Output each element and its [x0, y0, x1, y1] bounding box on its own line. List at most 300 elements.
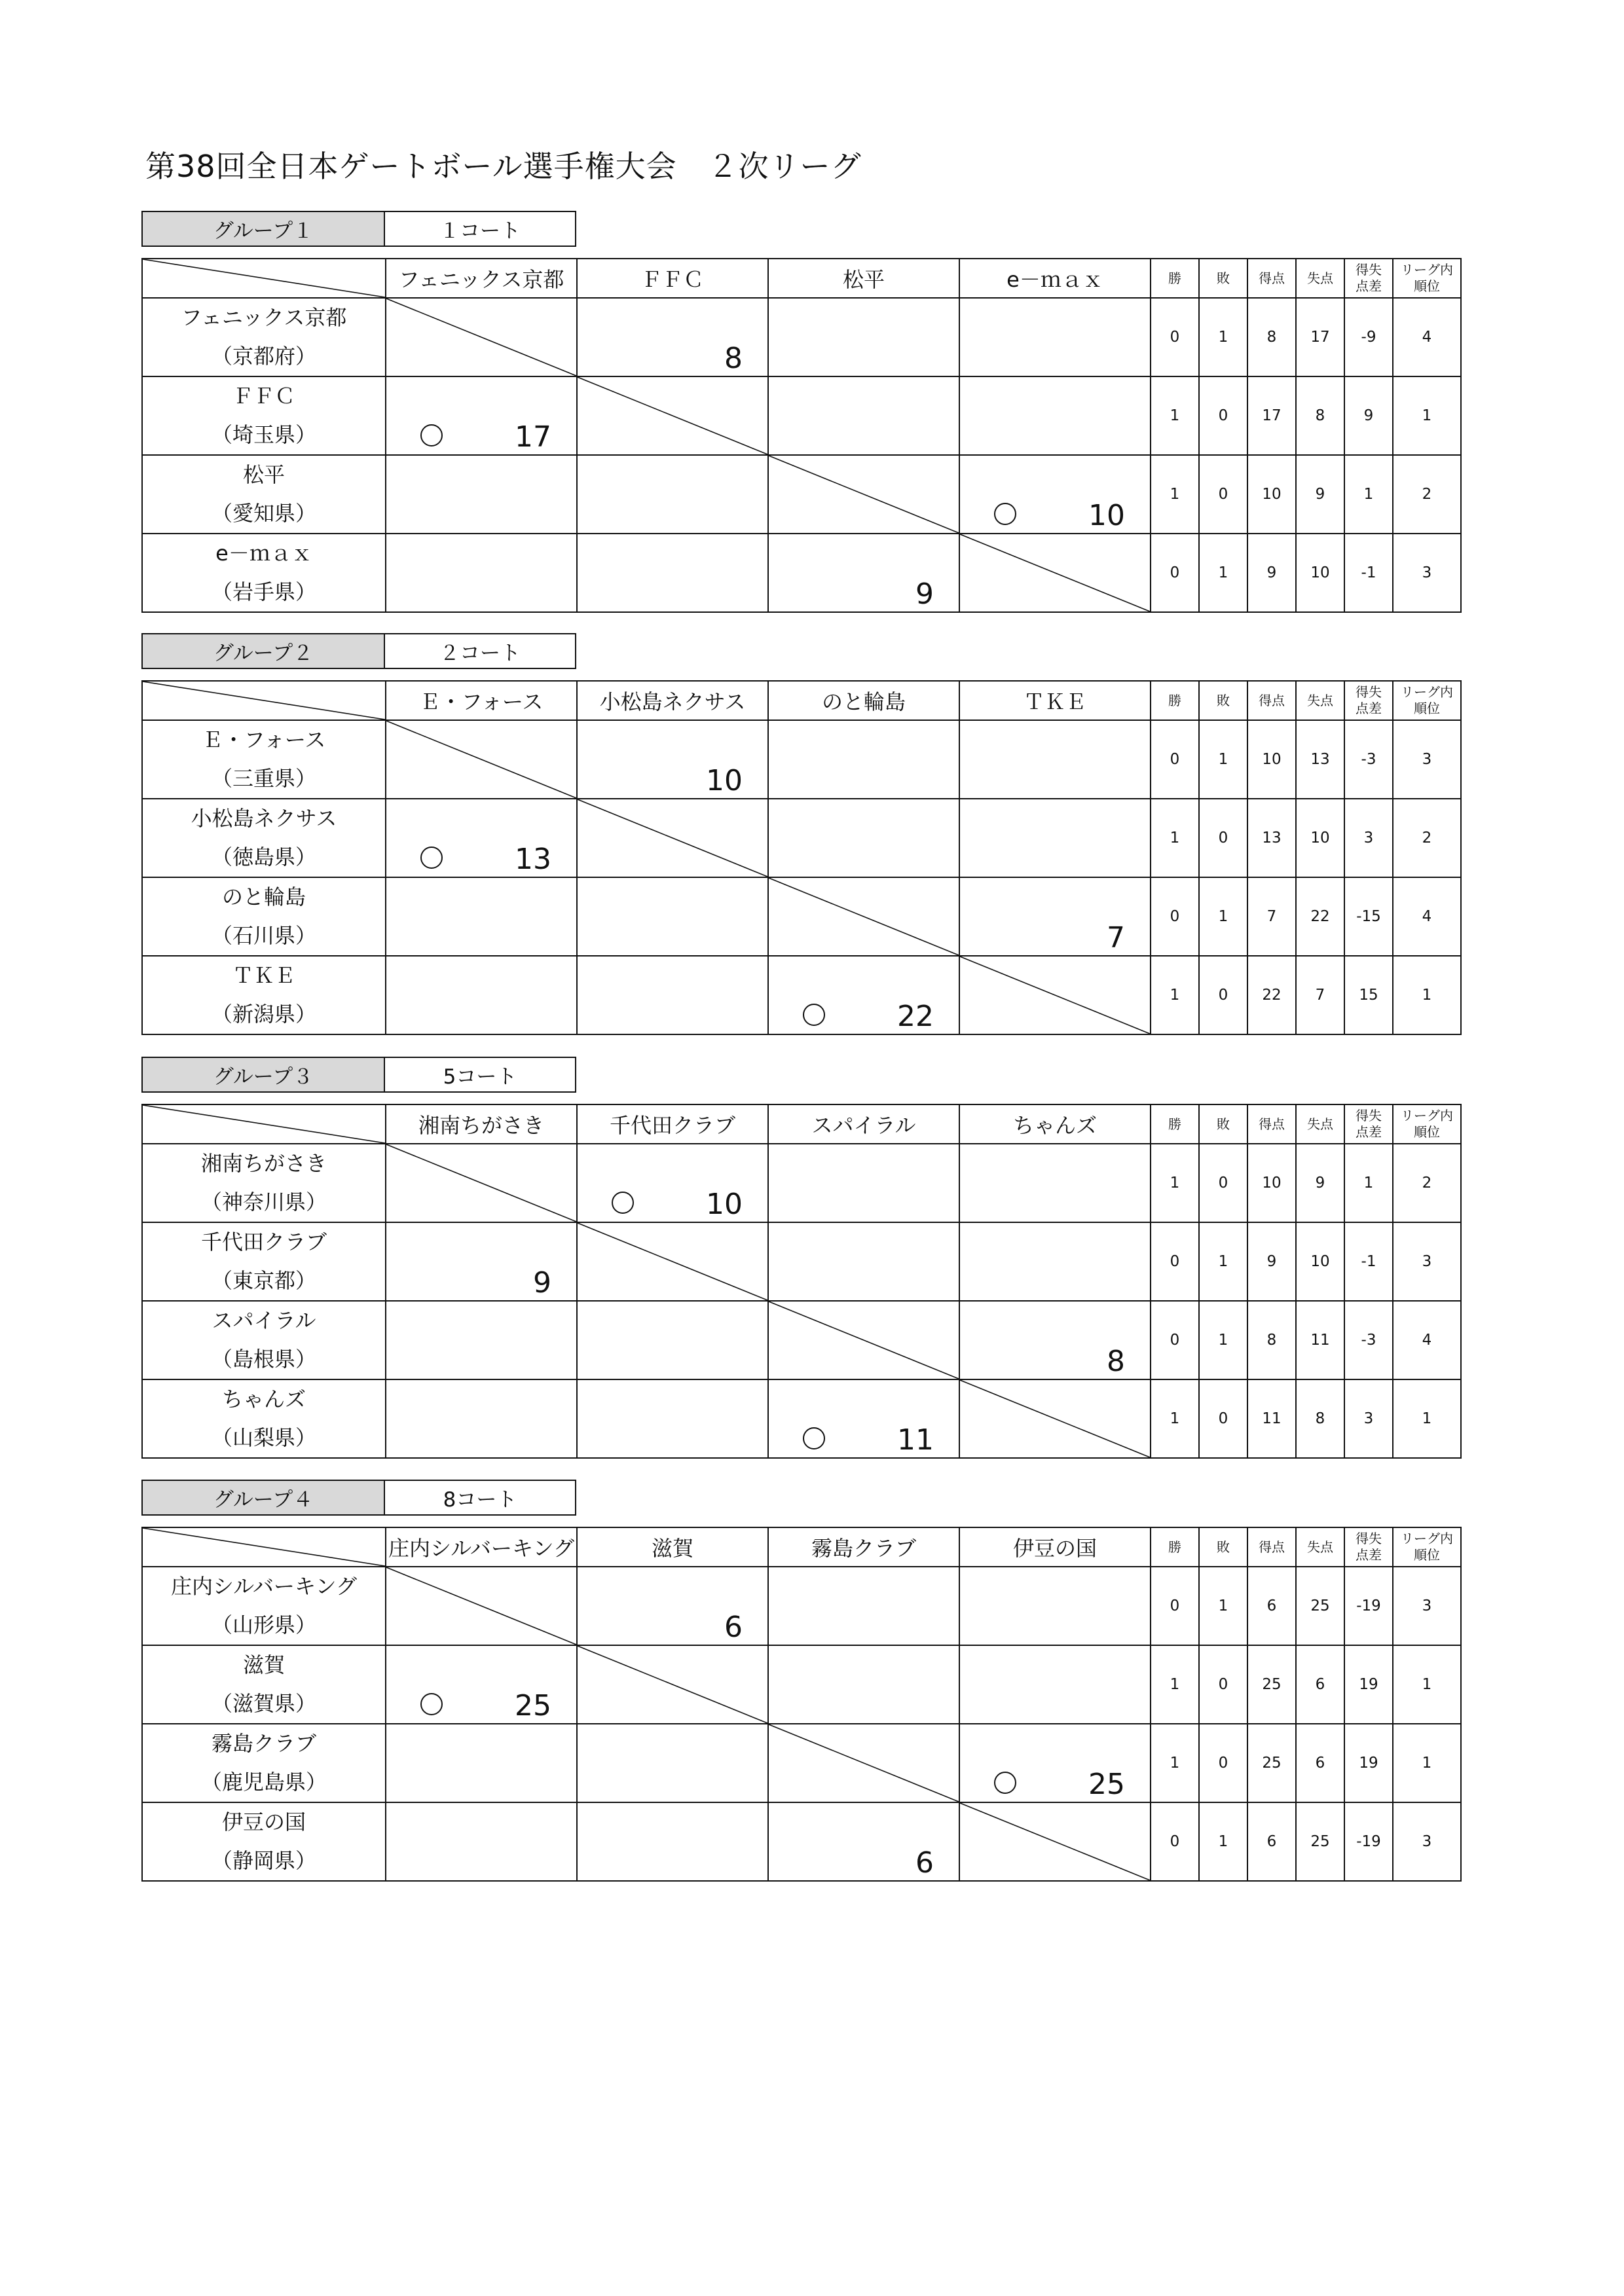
score-cell: [386, 455, 577, 534]
stat-loss: 1: [1199, 1301, 1247, 1379]
win-circle-icon: [420, 424, 443, 446]
column-header-team: のと輪島: [768, 681, 959, 720]
score-cell: [768, 1379, 959, 1458]
score-value: 8: [724, 342, 743, 375]
team-cell: [142, 1222, 386, 1301]
team-cell: [142, 1645, 386, 1724]
stat-loss: 1: [1199, 298, 1247, 376]
header-loss: 敗: [1199, 1527, 1247, 1567]
stat-loss: 0: [1199, 1645, 1247, 1724]
self-match-diagonal: [386, 1567, 576, 1645]
stat-conceded: 25: [1296, 1567, 1344, 1645]
self-match-diagonal: [386, 721, 576, 798]
stat-loss: 0: [1199, 376, 1247, 455]
stat-win: 1: [1151, 376, 1199, 455]
header-rank-line1: リーグ内: [1401, 1108, 1453, 1123]
self-match-diagonal: [960, 1380, 1150, 1457]
table-row: [142, 376, 1461, 455]
self-match-diagonal: [578, 377, 767, 454]
stat-conceded: 10: [1296, 799, 1344, 877]
score-cell: [577, 1222, 768, 1301]
team-name: フェニックス京都: [181, 305, 347, 330]
stat-diff: -3: [1344, 720, 1393, 799]
stat-diff: 9: [1344, 376, 1393, 455]
score-cell: [768, 1802, 959, 1881]
table-row: [142, 1222, 1461, 1301]
win-circle-icon: [420, 847, 443, 869]
team-prefecture: （岩手県）: [211, 579, 316, 604]
team-prefecture: （山梨県）: [211, 1425, 316, 1450]
header-diff-line1: 得失: [1356, 684, 1382, 700]
table-row: [142, 1144, 1461, 1222]
header-conceded: 失点: [1296, 1527, 1344, 1567]
corner-diagonal: [143, 1528, 385, 1566]
stat-conceded: 13: [1296, 720, 1344, 799]
header-diff: [1344, 259, 1393, 298]
header-scored: 得点: [1247, 1527, 1296, 1567]
win-circle-icon: [420, 1693, 443, 1715]
score-value: 8: [1107, 1345, 1125, 1378]
score-cell: [959, 720, 1151, 799]
score-cell: [768, 1144, 959, 1222]
score-cell: [386, 534, 577, 612]
stat-scored: 22: [1247, 956, 1296, 1034]
team-cell: [142, 1802, 386, 1881]
stat-scored: 9: [1247, 534, 1296, 612]
table-header-row: [142, 1104, 1461, 1144]
score-cell: [768, 799, 959, 877]
stat-diff: -3: [1344, 1301, 1393, 1379]
stat-loss: 0: [1199, 956, 1247, 1034]
stat-conceded: 10: [1296, 1222, 1344, 1301]
stat-conceded: 6: [1296, 1724, 1344, 1802]
header-diff-line1: 得失: [1356, 1108, 1382, 1123]
column-header-team: 霧島クラブ: [768, 1527, 959, 1567]
header-diff: [1344, 1527, 1393, 1567]
score-cell: [577, 376, 768, 455]
column-header-team: Ｅ・フォース: [386, 681, 577, 720]
team-cell: [142, 877, 386, 956]
stat-win: 1: [1151, 799, 1199, 877]
stat-conceded: 22: [1296, 877, 1344, 956]
score-cell: [959, 455, 1151, 534]
stat-diff: 1: [1344, 455, 1393, 534]
table-row: [142, 720, 1461, 799]
stat-rank: 3: [1393, 1567, 1461, 1645]
header-rank-line2: 順位: [1414, 1547, 1440, 1563]
stat-conceded: 8: [1296, 376, 1344, 455]
court-label: 5コート: [385, 1057, 576, 1093]
table-row: [142, 455, 1461, 534]
stat-diff: -19: [1344, 1802, 1393, 1881]
corner-cell: [142, 681, 386, 720]
team-prefecture: （山形県）: [211, 1613, 316, 1637]
team-name: e－ｍａｘ: [215, 541, 312, 566]
group-name: グループ４: [141, 1480, 385, 1516]
league-table: [141, 258, 1462, 613]
stat-scored: 17: [1247, 376, 1296, 455]
score-cell: [959, 376, 1151, 455]
score-cell: [386, 877, 577, 956]
score-cell: [577, 1567, 768, 1645]
self-match-diagonal: [578, 1646, 767, 1723]
stat-scored: 6: [1247, 1802, 1296, 1881]
team-cell: [142, 1301, 386, 1379]
header-win: 勝: [1151, 1527, 1199, 1567]
group-header: [141, 211, 576, 248]
score-value: 17: [515, 420, 551, 454]
header-conceded: 失点: [1296, 1104, 1344, 1144]
score-cell: [959, 1301, 1151, 1379]
team-cell: [142, 298, 386, 376]
team-name: 千代田クラブ: [200, 1230, 327, 1254]
score-cell: [959, 956, 1151, 1034]
header-rank-line1: リーグ内: [1401, 684, 1453, 700]
table-row: [142, 1645, 1461, 1724]
stat-rank: 1: [1393, 1645, 1461, 1724]
team-prefecture: （東京都）: [211, 1268, 316, 1293]
column-header-team: スパイラル: [768, 1104, 959, 1144]
score-cell: [386, 799, 577, 877]
table-row: [142, 877, 1461, 956]
score-cell: [577, 1802, 768, 1881]
corner-cell: [142, 1527, 386, 1567]
league-table: [141, 1527, 1462, 1882]
team-name: ちゃんズ: [221, 1387, 306, 1412]
stat-win: 0: [1151, 1222, 1199, 1301]
stat-scored: 8: [1247, 1301, 1296, 1379]
header-diff: [1344, 681, 1393, 720]
team-name: のと輪島: [221, 884, 306, 909]
table-row: [142, 1301, 1461, 1379]
win-circle-icon: [994, 1772, 1016, 1794]
score-cell: [959, 877, 1151, 956]
score-cell: [577, 1144, 768, 1222]
self-match-diagonal: [769, 878, 959, 955]
court-label: １コート: [385, 211, 576, 247]
score-value: 9: [533, 1266, 551, 1300]
score-cell: [386, 1144, 577, 1222]
score-value: 25: [515, 1689, 551, 1722]
score-cell: [386, 1301, 577, 1379]
self-match-diagonal: [578, 799, 767, 877]
stat-rank: 1: [1393, 376, 1461, 455]
score-cell: [768, 534, 959, 612]
corner-diagonal: [143, 259, 385, 297]
score-value: 9: [915, 577, 934, 611]
score-cell: [386, 298, 577, 376]
stat-scored: 10: [1247, 1144, 1296, 1222]
score-cell: [768, 1301, 959, 1379]
score-cell: [768, 877, 959, 956]
header-rank: [1393, 681, 1461, 720]
stat-win: 1: [1151, 455, 1199, 534]
header-rank-line2: 順位: [1414, 278, 1440, 294]
team-name: 小松島ネクサス: [191, 806, 337, 831]
team-cell: [142, 376, 386, 455]
header-diff-line2: 点差: [1356, 278, 1382, 294]
team-name: スパイラル: [212, 1308, 316, 1333]
header-diff-line2: 点差: [1356, 1124, 1382, 1140]
column-header-team: ちゃんズ: [959, 1104, 1151, 1144]
stat-conceded: 6: [1296, 1645, 1344, 1724]
stat-loss: 1: [1199, 720, 1247, 799]
team-prefecture: （愛知県）: [211, 501, 316, 526]
header-rank-line2: 順位: [1414, 701, 1440, 716]
column-header-team: フェニックス京都: [386, 259, 577, 298]
self-match-diagonal: [960, 534, 1150, 611]
score-cell: [768, 720, 959, 799]
stat-scored: 10: [1247, 720, 1296, 799]
team-cell: [142, 534, 386, 612]
stat-win: 1: [1151, 956, 1199, 1034]
team-prefecture: （島根県）: [211, 1347, 316, 1372]
table-header-row: [142, 259, 1461, 298]
score-cell: [959, 1724, 1151, 1802]
score-value: 7: [1107, 921, 1125, 955]
team-name: 霧島クラブ: [211, 1731, 316, 1756]
league-table: [141, 680, 1462, 1035]
team-prefecture: （鹿児島県）: [200, 1770, 327, 1795]
stat-rank: 4: [1393, 877, 1461, 956]
stat-conceded: 8: [1296, 1379, 1344, 1458]
team-prefecture: （三重県）: [211, 766, 316, 791]
win-circle-icon: [612, 1192, 634, 1214]
stat-diff: -1: [1344, 1222, 1393, 1301]
team-name: 松平: [242, 462, 285, 487]
score-cell: [959, 298, 1151, 376]
corner-diagonal: [143, 1105, 385, 1143]
header-rank: [1393, 1104, 1461, 1144]
team-prefecture: （静岡県）: [211, 1848, 316, 1873]
score-cell: [386, 1802, 577, 1881]
header-diff-line2: 点差: [1356, 1547, 1382, 1563]
score-cell: [959, 534, 1151, 612]
score-cell: [386, 376, 577, 455]
header-scored: 得点: [1247, 681, 1296, 720]
stat-diff: 19: [1344, 1724, 1393, 1802]
header-rank-line1: リーグ内: [1401, 1531, 1453, 1546]
table-row: [142, 956, 1461, 1034]
stat-conceded: 17: [1296, 298, 1344, 376]
group-name: グループ２: [141, 633, 385, 669]
column-header-team: 滋賀: [577, 1527, 768, 1567]
team-cell: [142, 1724, 386, 1802]
win-circle-icon: [803, 1427, 825, 1449]
self-match-diagonal: [769, 1302, 959, 1379]
stat-conceded: 10: [1296, 534, 1344, 612]
team-cell: [142, 455, 386, 534]
table-row: [142, 534, 1461, 612]
score-cell: [386, 1724, 577, 1802]
table-row: [142, 1379, 1461, 1458]
score-cell: [386, 1645, 577, 1724]
score-cell: [577, 1301, 768, 1379]
stat-rank: 1: [1393, 1379, 1461, 1458]
header-conceded: 失点: [1296, 681, 1344, 720]
column-header-team: 小松島ネクサス: [577, 681, 768, 720]
score-cell: [386, 956, 577, 1034]
stat-scored: 10: [1247, 455, 1296, 534]
team-name: ＦＦＣ: [232, 384, 295, 409]
team-name: 伊豆の国: [221, 1810, 306, 1834]
court-label: 8コート: [385, 1480, 576, 1516]
team-cell: [142, 1144, 386, 1222]
score-cell: [768, 1567, 959, 1645]
stat-conceded: 11: [1296, 1301, 1344, 1379]
stat-scored: 25: [1247, 1645, 1296, 1724]
team-prefecture: （徳島県）: [211, 845, 316, 869]
score-value: 25: [1088, 1768, 1125, 1801]
stat-loss: 1: [1199, 1802, 1247, 1881]
stat-rank: 1: [1393, 956, 1461, 1034]
stat-win: 0: [1151, 1301, 1199, 1379]
stat-loss: 0: [1199, 455, 1247, 534]
header-loss: 敗: [1199, 259, 1247, 298]
self-match-diagonal: [386, 299, 576, 376]
stat-win: 0: [1151, 298, 1199, 376]
court-label: ２コート: [385, 633, 576, 669]
stat-rank: 4: [1393, 1301, 1461, 1379]
score-cell: [577, 298, 768, 376]
stat-win: 1: [1151, 1645, 1199, 1724]
stat-conceded: 9: [1296, 455, 1344, 534]
league-table: [141, 1104, 1462, 1459]
team-cell: [142, 1379, 386, 1458]
stat-diff: 1: [1344, 1144, 1393, 1222]
header-diff-line1: 得失: [1356, 262, 1382, 278]
score-value: 10: [1088, 499, 1125, 532]
score-cell: [386, 720, 577, 799]
table-row: [142, 1567, 1461, 1645]
stat-diff: -9: [1344, 298, 1393, 376]
stat-loss: 0: [1199, 1379, 1247, 1458]
stat-loss: 0: [1199, 799, 1247, 877]
stat-win: 0: [1151, 1802, 1199, 1881]
group-name: グループ３: [141, 1057, 385, 1093]
score-cell: [577, 534, 768, 612]
header-diff-line1: 得失: [1356, 1531, 1382, 1546]
stat-loss: 1: [1199, 877, 1247, 956]
team-cell: [142, 799, 386, 877]
stat-scored: 6: [1247, 1567, 1296, 1645]
score-cell: [768, 1724, 959, 1802]
team-prefecture: （滋賀県）: [211, 1691, 316, 1716]
header-win: 勝: [1151, 681, 1199, 720]
team-cell: [142, 720, 386, 799]
score-cell: [768, 1645, 959, 1724]
team-name: Ｅ・フォース: [202, 727, 326, 752]
score-cell: [577, 956, 768, 1034]
stat-diff: -19: [1344, 1567, 1393, 1645]
score-cell: [959, 799, 1151, 877]
stat-conceded: 9: [1296, 1144, 1344, 1222]
score-value: 6: [724, 1611, 743, 1644]
score-value: 10: [706, 1188, 743, 1221]
column-header-team: ＴＫＥ: [959, 681, 1151, 720]
stat-diff: 15: [1344, 956, 1393, 1034]
score-value: 13: [515, 843, 551, 876]
score-cell: [959, 1379, 1151, 1458]
score-cell: [577, 799, 768, 877]
score-cell: [959, 1222, 1151, 1301]
score-cell: [959, 1645, 1151, 1724]
stat-conceded: 7: [1296, 956, 1344, 1034]
team-prefecture: （神奈川県）: [200, 1190, 327, 1214]
corner-cell: [142, 259, 386, 298]
self-match-diagonal: [769, 1724, 959, 1802]
stat-scored: 13: [1247, 799, 1296, 877]
score-value: 11: [897, 1423, 934, 1457]
stat-win: 1: [1151, 1724, 1199, 1802]
header-win: 勝: [1151, 1104, 1199, 1144]
score-cell: [768, 455, 959, 534]
column-header-team: ＦＦＣ: [577, 259, 768, 298]
table-header-row: [142, 1527, 1461, 1567]
header-loss: 敗: [1199, 681, 1247, 720]
header-rank-line2: 順位: [1414, 1124, 1440, 1140]
stat-diff: -15: [1344, 877, 1393, 956]
page-title: 第38回全日本ゲートボール選手権大会 ２次リーグ: [145, 149, 862, 184]
column-header-team: 千代田クラブ: [577, 1104, 768, 1144]
score-value: 6: [915, 1846, 934, 1880]
header-diff-line2: 点差: [1356, 701, 1382, 716]
group-header: [141, 1480, 576, 1517]
stat-win: 1: [1151, 1144, 1199, 1222]
stat-rank: 4: [1393, 298, 1461, 376]
score-cell: [386, 1379, 577, 1458]
self-match-diagonal: [578, 1223, 767, 1300]
stat-win: 1: [1151, 1379, 1199, 1458]
team-name: 湘南ちがさき: [200, 1151, 327, 1176]
self-match-diagonal: [960, 1803, 1150, 1880]
score-cell: [768, 956, 959, 1034]
score-cell: [577, 455, 768, 534]
self-match-diagonal: [386, 1144, 576, 1222]
stat-scored: 11: [1247, 1379, 1296, 1458]
win-circle-icon: [803, 1004, 825, 1026]
stat-rank: 3: [1393, 720, 1461, 799]
score-cell: [959, 1802, 1151, 1881]
stat-loss: 0: [1199, 1144, 1247, 1222]
team-name: ＴＫＥ: [232, 963, 295, 988]
group-name: グループ１: [141, 211, 385, 247]
stat-scored: 25: [1247, 1724, 1296, 1802]
column-header-team: 湘南ちがさき: [386, 1104, 577, 1144]
stat-scored: 9: [1247, 1222, 1296, 1301]
header-diff: [1344, 1104, 1393, 1144]
stat-win: 0: [1151, 877, 1199, 956]
score-cell: [577, 1379, 768, 1458]
stat-win: 0: [1151, 720, 1199, 799]
self-match-diagonal: [769, 456, 959, 533]
stat-rank: 1: [1393, 1724, 1461, 1802]
stat-scored: 7: [1247, 877, 1296, 956]
table-row: [142, 1724, 1461, 1802]
stat-rank: 3: [1393, 1802, 1461, 1881]
score-value: 10: [706, 764, 743, 797]
score-cell: [959, 1144, 1151, 1222]
stat-diff: 3: [1344, 1379, 1393, 1458]
group-header: [141, 633, 576, 670]
team-prefecture: （石川県）: [211, 923, 316, 948]
stat-win: 0: [1151, 534, 1199, 612]
table-row: [142, 1802, 1461, 1881]
score-cell: [386, 1222, 577, 1301]
header-conceded: 失点: [1296, 259, 1344, 298]
table-header-row: [142, 681, 1461, 720]
team-name: 庄内シルバーキング: [170, 1574, 357, 1599]
